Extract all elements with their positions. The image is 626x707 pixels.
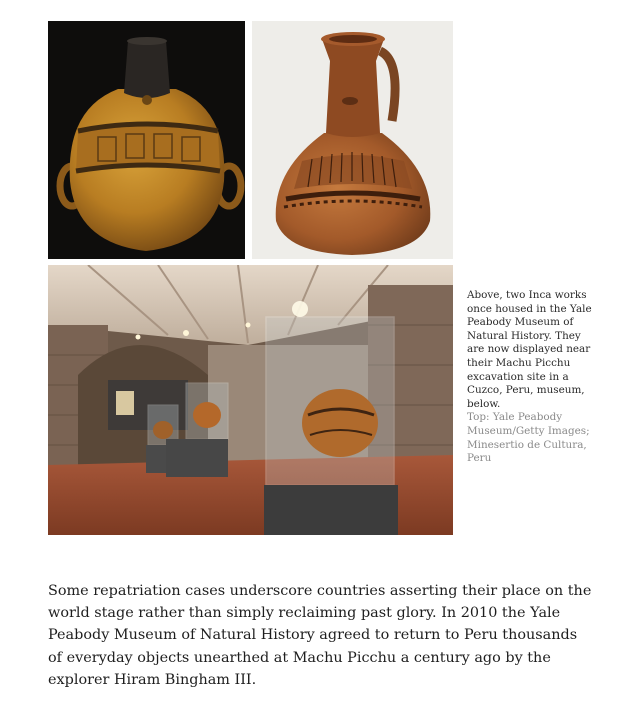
- photo-credit: Top: Yale Peabody Museum/Getty Images; Minesertio de Cultura, Peru: [467, 411, 590, 465]
- inca-vessel-photo-light: [252, 21, 453, 259]
- museum-gallery-photo: [48, 265, 453, 535]
- caption-text: Above, two Inca works once housed in the Yale Peabody Museum of Natural History. They are now displayed near their Machu Picchu excavation site in a Cuzco, Peru, museum, below.: [467, 289, 592, 410]
- inca-vessel-photo-dark: [48, 21, 245, 259]
- vessel-light-illustration: [252, 21, 453, 259]
- article-paragraph: Some repatriation cases underscore countries asserting their place on the world stage rather than simply reclaiming past glory. In 2010 the Yale Peabody Museum of Natural History agreed to return to Peru thousands of everyday objects unearthed at Machu Picchu a century ago by the explorer Hiram Bingham III.: [48, 583, 592, 688]
- gallery-illustration: [48, 265, 453, 535]
- vessel-dark-illustration: [48, 21, 245, 259]
- photo-caption: [467, 289, 595, 466]
